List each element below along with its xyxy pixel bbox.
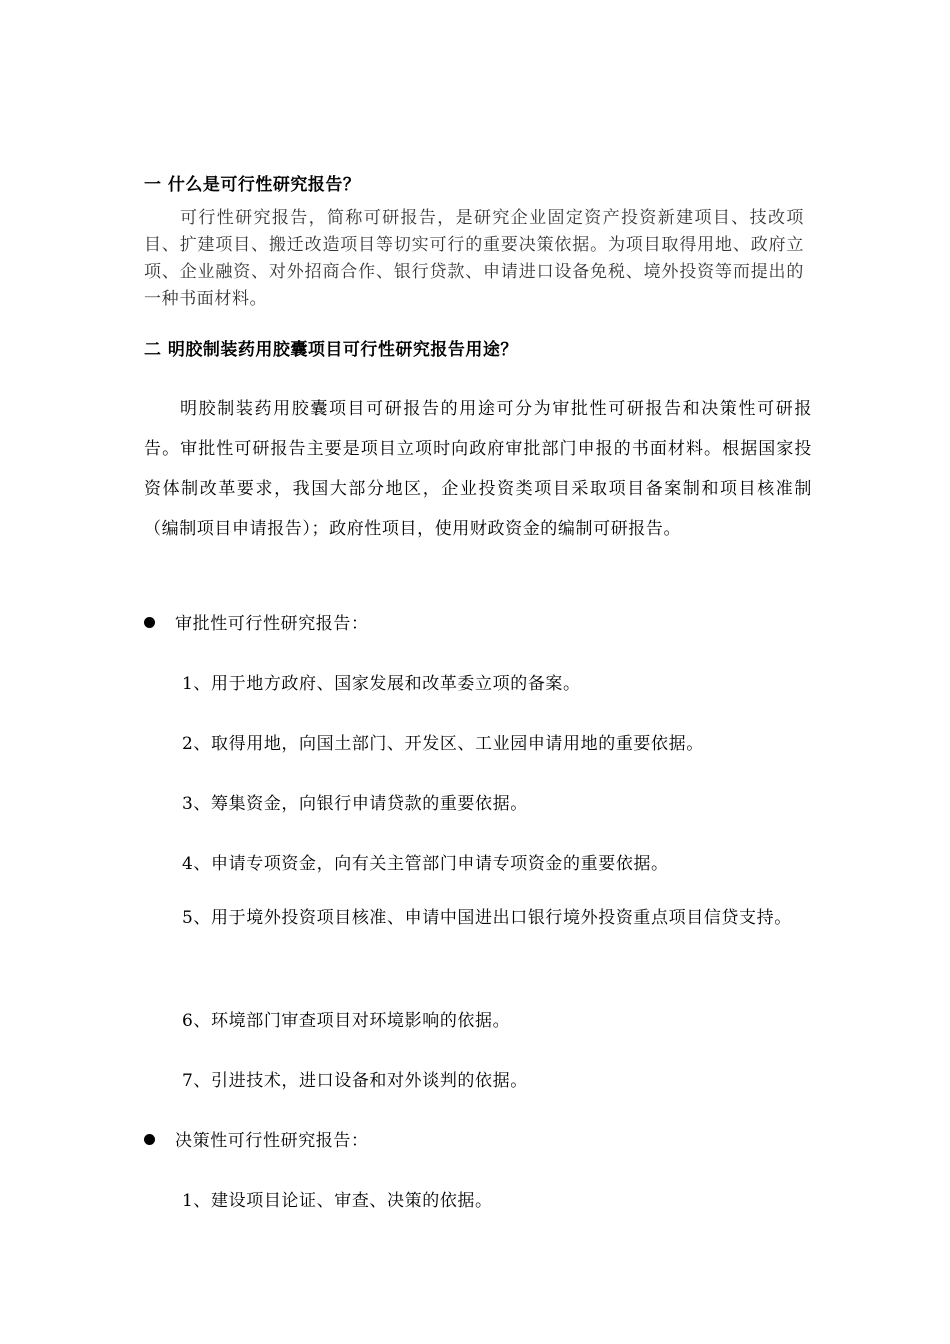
approval-item-7: 7、引进技术，进口设备和对外谈判的依据。 — [182, 1071, 528, 1091]
approval-item-6: 6、环境部门审查项目对环境影响的依据。 — [182, 1011, 511, 1031]
section-2-paragraph: 明胶制装药用胶囊项目可研报告的用途可分为审批性可研报告和决策性可研报告。审批性可研报告主要是项目立项时向政府审批部门申报的书面材料。根据国家投资体制改革要求，我国大部分地区，企业投资类项目采取项目备案制和项目核准制（编制项目申请报告）；政府性项目，使用财政资金的编制可研报告。 — [144, 399, 812, 539]
bullet-dot-icon — [144, 1134, 155, 1145]
decision-report-title: 决策性可行性研究报告： — [175, 1131, 369, 1151]
section-2-heading: 二 明胶制装药用胶囊项目可行性研究报告用途？ — [144, 340, 518, 360]
approval-item-2: 2、取得用地，向国土部门、开发区、工业园申请用地的重要依据。 — [182, 734, 704, 754]
approval-item-1: 1、用于地方政府、国家发展和改革委立项的备案。 — [182, 674, 581, 694]
decision-report-bullet — [144, 1126, 369, 1151]
decision-item-1: 1、建设项目论证、审查、决策的依据。 — [182, 1191, 493, 1211]
approval-item-4: 4、申请专项资金，向有关主管部门申请专项资金的重要依据。 — [182, 854, 669, 874]
section-1-heading: 一 什么是可行性研究报告？ — [144, 175, 361, 195]
approval-item-3: 3、筹集资金，向银行申请贷款的重要依据。 — [182, 794, 528, 814]
approval-report-title: 审批性可行性研究报告： — [175, 614, 369, 634]
approval-item-5: 5、用于境外投资项目核准、申请中国进出口银行境外投资重点项目信贷支持。 — [182, 908, 792, 928]
bullet-dot-icon — [144, 617, 155, 628]
approval-report-bullet — [144, 609, 369, 634]
section-1-paragraph: 可行性研究报告，简称可研报告，是研究企业固定资产投资新建项目、技改项目、扩建项目、搬迁改造项目等切实可行的重要决策依据。为项目取得用地、政府立项、企业融资、对外招商合作、银行贷款、申请进口设备免税、境外投资等而提出的一种书面材料。 — [144, 208, 804, 309]
